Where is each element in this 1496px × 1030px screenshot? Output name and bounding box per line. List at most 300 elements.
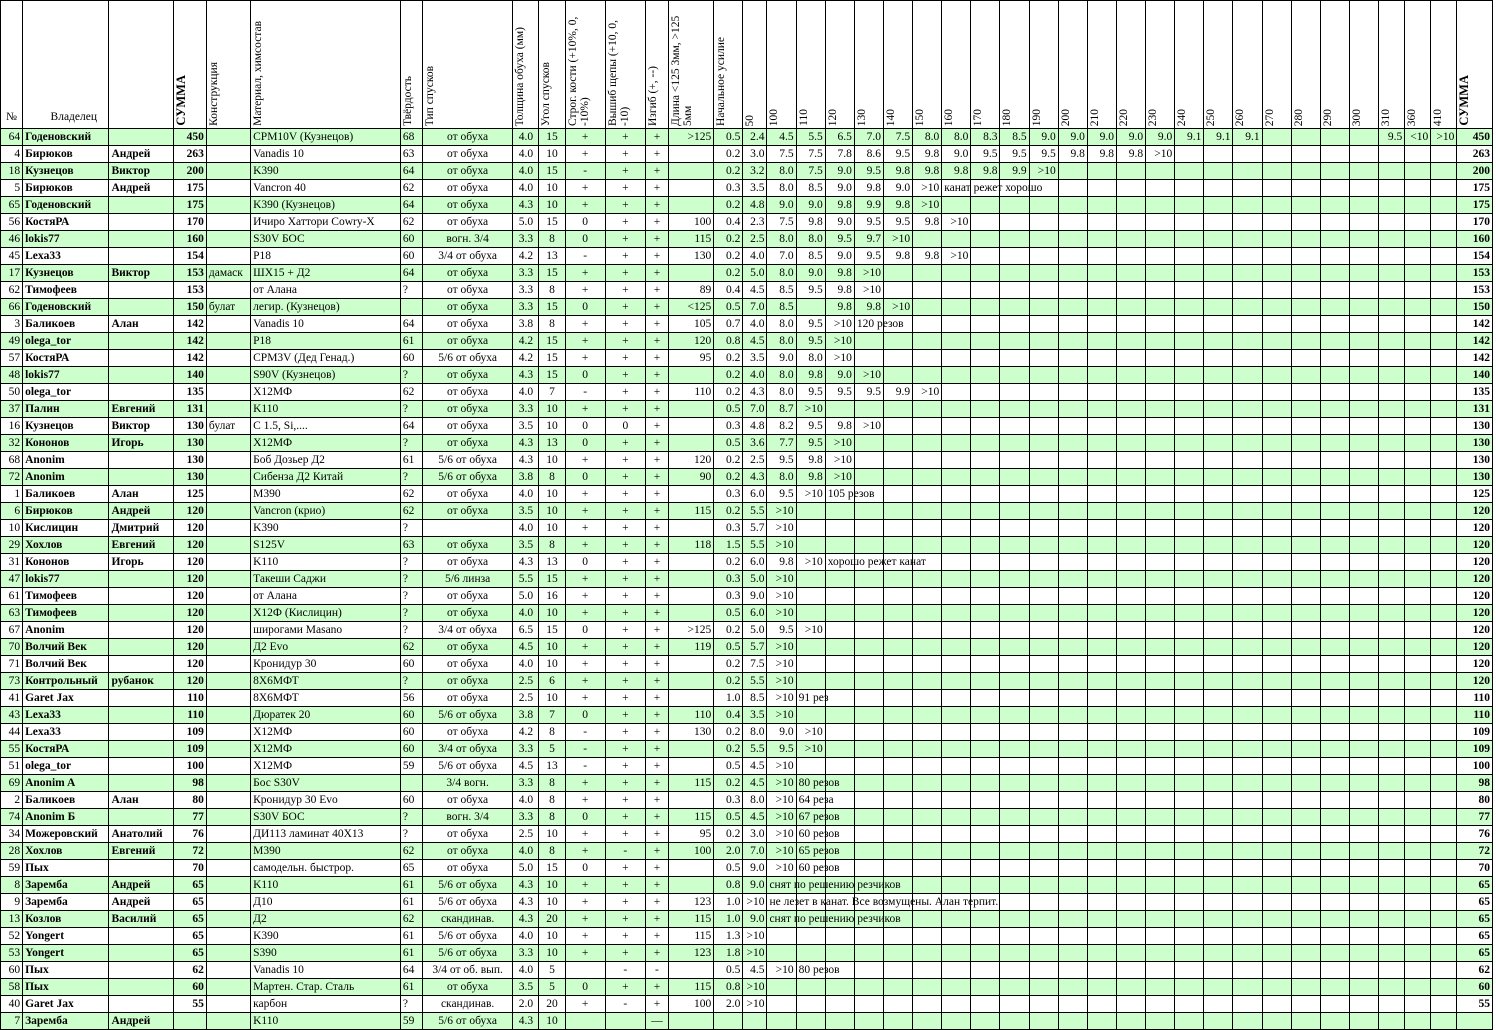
cell-bend: + bbox=[645, 469, 668, 486]
cell-empty bbox=[942, 197, 971, 214]
cell-empty bbox=[854, 435, 883, 452]
cell-empty bbox=[1291, 809, 1320, 826]
cell-angle: 8 bbox=[539, 316, 565, 333]
note-text: 105 резов bbox=[827, 488, 875, 500]
cell-hardness: 61 bbox=[400, 452, 422, 469]
cell-score: 9.5 bbox=[767, 452, 796, 469]
cell-force: 1.0 bbox=[714, 690, 743, 707]
cell-first bbox=[109, 333, 173, 350]
cell-empty bbox=[1087, 928, 1116, 945]
cell-score: 8.0 bbox=[913, 129, 942, 146]
cell-score: 7.0 bbox=[743, 299, 767, 316]
cell-empty bbox=[1320, 384, 1349, 401]
cell-length bbox=[669, 877, 714, 894]
cell-sum: 72 bbox=[173, 843, 206, 860]
cell-empty bbox=[1116, 418, 1145, 435]
cell-empty bbox=[883, 622, 912, 639]
cell-score: >10 bbox=[825, 435, 854, 452]
cell-score: 9.5 bbox=[825, 384, 854, 401]
cell-no: 64 bbox=[1, 129, 23, 146]
cell-empty bbox=[1175, 231, 1204, 248]
cell-empty bbox=[1262, 809, 1291, 826]
cell-empty bbox=[1379, 877, 1405, 894]
cell-owner: Бирюков bbox=[23, 180, 109, 197]
cell-empty bbox=[1175, 911, 1204, 928]
table-row bbox=[1, 231, 1493, 248]
cell-thickness: 4.0 bbox=[513, 962, 539, 979]
cell-empty bbox=[854, 707, 883, 724]
cell-empty bbox=[854, 724, 883, 741]
cell-empty bbox=[1000, 316, 1029, 333]
cell-thickness: 4.0 bbox=[513, 843, 539, 860]
cell-empty bbox=[1029, 282, 1058, 299]
cell-score: 4.5 bbox=[743, 962, 767, 979]
cell-first bbox=[109, 197, 173, 214]
cell-thickness: 2.0 bbox=[513, 996, 539, 1013]
cell-empty bbox=[1262, 758, 1291, 775]
cell-force: 0.5 bbox=[714, 758, 743, 775]
cell-no: 47 bbox=[1, 571, 23, 588]
cell-note bbox=[796, 775, 840, 792]
cell-empty bbox=[1116, 792, 1145, 809]
cell-sum bbox=[173, 1013, 206, 1030]
cell-empty bbox=[1320, 350, 1349, 367]
cell-empty bbox=[1058, 214, 1087, 231]
cell-empty bbox=[1349, 333, 1378, 350]
cell-material: С 1.5, Si,.... bbox=[251, 418, 401, 435]
column-header bbox=[1431, 1, 1457, 129]
cell-empty bbox=[1291, 707, 1320, 724]
cell-sum: 62 bbox=[173, 962, 206, 979]
cell-empty bbox=[1204, 588, 1233, 605]
cell-material: K110 bbox=[251, 401, 401, 418]
cell-force: 0.5 bbox=[714, 962, 743, 979]
cell-score: 9.8 bbox=[825, 418, 854, 435]
cell-empty bbox=[1204, 299, 1233, 316]
cell-chip: + bbox=[605, 894, 645, 911]
cell-score: 2.4 bbox=[743, 129, 767, 146]
cell-length: 95 bbox=[669, 350, 714, 367]
cell-sum: 120 bbox=[173, 622, 206, 639]
cell-empty bbox=[1116, 520, 1145, 537]
cell-empty bbox=[854, 469, 883, 486]
cell-empty bbox=[825, 673, 854, 690]
cell-empty bbox=[1233, 163, 1262, 180]
cell-construction bbox=[206, 894, 250, 911]
cell-length: 100 bbox=[669, 843, 714, 860]
cell-score: >10 bbox=[796, 554, 825, 571]
cell-score: 9.0 bbox=[767, 724, 796, 741]
cell-empty bbox=[971, 350, 1000, 367]
cell-score: 9.8 bbox=[883, 197, 912, 214]
cell-no: 68 bbox=[1, 452, 23, 469]
cell-empty bbox=[1000, 367, 1029, 384]
cell-empty bbox=[1233, 707, 1262, 724]
cell-empty bbox=[1116, 673, 1145, 690]
cell-construction bbox=[206, 537, 250, 554]
cell-empty bbox=[1175, 792, 1204, 809]
column-header bbox=[1146, 1, 1175, 129]
cell-score: 8.0 bbox=[767, 231, 796, 248]
cell-thickness: 4.0 bbox=[513, 384, 539, 401]
cell-score: 9.8 bbox=[796, 469, 825, 486]
cell-type: от обуха bbox=[422, 486, 512, 503]
cell-empty bbox=[1029, 792, 1058, 809]
note-text: снят по решению резчиков bbox=[769, 913, 901, 925]
cell-bone: + bbox=[565, 656, 605, 673]
cell-empty bbox=[1320, 163, 1349, 180]
cell-material: Дюратек 20 bbox=[251, 707, 401, 724]
cell-empty bbox=[1431, 809, 1457, 826]
cell-empty bbox=[1029, 656, 1058, 673]
cell-empty bbox=[1204, 741, 1233, 758]
cell-bone: + bbox=[565, 146, 605, 163]
cell-empty bbox=[971, 809, 1000, 826]
cell-empty bbox=[1087, 435, 1116, 452]
cell-empty bbox=[883, 350, 912, 367]
cell-no: 62 bbox=[1, 282, 23, 299]
cell-empty bbox=[1233, 214, 1262, 231]
cell-empty bbox=[1320, 418, 1349, 435]
cell-empty bbox=[1349, 860, 1378, 877]
cell-chip: + bbox=[605, 775, 645, 792]
cell-empty bbox=[1204, 622, 1233, 639]
cell-empty bbox=[1405, 775, 1431, 792]
cell-empty bbox=[854, 843, 883, 860]
cell-thickness: 5.0 bbox=[513, 588, 539, 605]
cell-sum: 120 bbox=[173, 673, 206, 690]
cell-empty bbox=[1291, 163, 1320, 180]
cell-empty bbox=[913, 231, 942, 248]
cell-angle: 10 bbox=[539, 452, 565, 469]
cell-score: >10 bbox=[825, 333, 854, 350]
cell-length: 130 bbox=[669, 724, 714, 741]
cell-empty bbox=[971, 197, 1000, 214]
cell-length bbox=[669, 197, 714, 214]
cell-score: 9.8 bbox=[767, 554, 796, 571]
cell-empty bbox=[1431, 367, 1457, 384]
cell-empty bbox=[883, 401, 912, 418]
cell-sum: 263 bbox=[173, 146, 206, 163]
cell-score: <10 bbox=[1405, 129, 1431, 146]
cell-empty bbox=[1204, 758, 1233, 775]
column-header bbox=[1405, 1, 1431, 129]
cell-empty bbox=[942, 622, 971, 639]
cell-material: Кронидур 30 bbox=[251, 656, 401, 673]
cell-empty bbox=[1233, 231, 1262, 248]
column-header bbox=[1, 1, 23, 129]
cell-length: 105 bbox=[669, 316, 714, 333]
cell-score: >10 bbox=[767, 707, 796, 724]
cell-force: 0.5 bbox=[714, 860, 743, 877]
cell-empty bbox=[1087, 554, 1116, 571]
column-header-label: 290 bbox=[1321, 108, 1334, 126]
cell-sum: 65 bbox=[173, 911, 206, 928]
cell-empty bbox=[1349, 809, 1378, 826]
cell-empty bbox=[1146, 843, 1175, 860]
cell-empty bbox=[883, 690, 912, 707]
cell-empty bbox=[1431, 639, 1457, 656]
table-row bbox=[1, 1013, 1493, 1030]
cell-empty bbox=[1349, 656, 1378, 673]
cell-no: 50 bbox=[1, 384, 23, 401]
cell-note bbox=[796, 792, 834, 809]
cell-first: Игорь bbox=[109, 554, 173, 571]
cell-total: 154 bbox=[1457, 248, 1493, 265]
cell-total: 170 bbox=[1457, 214, 1493, 231]
cell-empty bbox=[942, 571, 971, 588]
cell-empty bbox=[854, 792, 883, 809]
cell-empty bbox=[1116, 775, 1145, 792]
cell-empty bbox=[913, 265, 942, 282]
cell-empty bbox=[1262, 911, 1291, 928]
cell-empty bbox=[1291, 622, 1320, 639]
cell-chip: + bbox=[605, 231, 645, 248]
cell-empty bbox=[1116, 197, 1145, 214]
cell-angle: 5 bbox=[539, 962, 565, 979]
cell-empty bbox=[1058, 180, 1087, 197]
cell-bone: 0 bbox=[565, 299, 605, 316]
cell-owner: Волчий Век bbox=[23, 656, 109, 673]
cell-score: 8.5 bbox=[796, 180, 825, 197]
cell-empty bbox=[1349, 707, 1378, 724]
cell-empty bbox=[1087, 571, 1116, 588]
cell-empty bbox=[1262, 962, 1291, 979]
cell-force: 0.5 bbox=[714, 605, 743, 622]
cell-empty bbox=[1379, 367, 1405, 384]
cell-angle: 10 bbox=[539, 520, 565, 537]
cell-length bbox=[669, 962, 714, 979]
cell-empty bbox=[1146, 741, 1175, 758]
cell-material: Х12МФ bbox=[251, 741, 401, 758]
cell-empty bbox=[971, 1013, 1000, 1030]
cell-score bbox=[1320, 129, 1349, 146]
cell-sum: 154 bbox=[173, 248, 206, 265]
cell-empty bbox=[1029, 367, 1058, 384]
cell-type: от обуха bbox=[422, 367, 512, 384]
cell-construction bbox=[206, 316, 250, 333]
cell-empty bbox=[1431, 928, 1457, 945]
cell-sum: 80 bbox=[173, 792, 206, 809]
cell-no: 56 bbox=[1, 214, 23, 231]
cell-bend: + bbox=[645, 282, 668, 299]
cell-empty bbox=[1262, 350, 1291, 367]
cell-empty bbox=[1175, 452, 1204, 469]
cell-owner: Lexa33 bbox=[23, 707, 109, 724]
cell-thickness: 2.5 bbox=[513, 673, 539, 690]
cell-score: 8.0 bbox=[942, 129, 971, 146]
cell-type: от обуха bbox=[422, 146, 512, 163]
cell-empty bbox=[767, 928, 796, 945]
cell-length bbox=[669, 605, 714, 622]
cell-empty bbox=[1204, 384, 1233, 401]
cell-empty bbox=[1233, 911, 1262, 928]
cell-score: 9.0 bbox=[1087, 129, 1116, 146]
cell-score: 9.0 bbox=[796, 197, 825, 214]
cell-bone: + bbox=[565, 452, 605, 469]
cell-empty bbox=[1233, 401, 1262, 418]
cell-empty bbox=[942, 231, 971, 248]
cell-empty bbox=[1405, 384, 1431, 401]
cell-score: >10 bbox=[743, 928, 767, 945]
cell-empty bbox=[1320, 639, 1349, 656]
cell-bone: + bbox=[565, 588, 605, 605]
cell-empty bbox=[1431, 826, 1457, 843]
cell-empty bbox=[1405, 537, 1431, 554]
cell-hardness: 62 bbox=[400, 503, 422, 520]
cell-score: 4.8 bbox=[743, 197, 767, 214]
cell-empty bbox=[1029, 979, 1058, 996]
cell-empty bbox=[1349, 826, 1378, 843]
cell-empty bbox=[1029, 469, 1058, 486]
cell-empty bbox=[1320, 673, 1349, 690]
cell-bend: + bbox=[645, 605, 668, 622]
cell-bone: + bbox=[565, 605, 605, 622]
cell-construction bbox=[206, 673, 250, 690]
cell-empty bbox=[1405, 214, 1431, 231]
cell-first: Виктор bbox=[109, 265, 173, 282]
cell-length bbox=[669, 656, 714, 673]
cell-empty bbox=[1116, 979, 1145, 996]
cell-angle: 8 bbox=[539, 792, 565, 809]
cell-empty bbox=[796, 928, 825, 945]
cell-force: 1.3 bbox=[714, 928, 743, 945]
cell-score: >10 bbox=[1029, 163, 1058, 180]
cell-bend: + bbox=[645, 809, 668, 826]
cell-empty bbox=[883, 486, 912, 503]
cell-no: 53 bbox=[1, 945, 23, 962]
cell-empty bbox=[1204, 690, 1233, 707]
cell-empty bbox=[1262, 282, 1291, 299]
cell-thickness: 4.0 bbox=[513, 146, 539, 163]
cell-empty bbox=[1431, 265, 1457, 282]
cell-force: 0.2 bbox=[714, 775, 743, 792]
cell-score: 7.0 bbox=[743, 401, 767, 418]
cell-empty bbox=[1146, 775, 1175, 792]
column-header-label: 110 bbox=[797, 109, 810, 126]
table-row bbox=[1, 673, 1493, 690]
cell-empty bbox=[1175, 265, 1204, 282]
cell-hardness: 62 bbox=[400, 486, 422, 503]
cell-empty bbox=[971, 792, 1000, 809]
cell-empty bbox=[1175, 180, 1204, 197]
cell-score: 9.0 bbox=[883, 180, 912, 197]
cell-construction bbox=[206, 520, 250, 537]
column-header-label: Толщина обуха (мм) bbox=[514, 26, 527, 126]
column-header-label: 100 bbox=[768, 108, 781, 126]
cell-bend: + bbox=[645, 486, 668, 503]
cell-force: 0.4 bbox=[714, 282, 743, 299]
cell-bone: - bbox=[565, 248, 605, 265]
cell-chip: + bbox=[605, 452, 645, 469]
cell-empty bbox=[971, 469, 1000, 486]
cell-empty bbox=[1116, 401, 1145, 418]
cell-score: 9.0 bbox=[743, 911, 767, 928]
cell-angle: 5 bbox=[539, 741, 565, 758]
cell-empty bbox=[825, 945, 854, 962]
cell-empty bbox=[942, 741, 971, 758]
cell-empty bbox=[1379, 537, 1405, 554]
cell-empty bbox=[1405, 452, 1431, 469]
cell-empty bbox=[1146, 860, 1175, 877]
cell-chip: - bbox=[605, 962, 645, 979]
cell-bone: + bbox=[565, 503, 605, 520]
cell-empty bbox=[942, 350, 971, 367]
cell-angle: 15 bbox=[539, 299, 565, 316]
cell-total: 60 bbox=[1457, 979, 1493, 996]
cell-length: 95 bbox=[669, 826, 714, 843]
cell-empty bbox=[1291, 673, 1320, 690]
cell-hardness: ? bbox=[400, 996, 422, 1013]
cell-thickness: 4.3 bbox=[513, 1013, 539, 1030]
cell-empty bbox=[1087, 350, 1116, 367]
cell-empty bbox=[825, 605, 854, 622]
cell-empty bbox=[1262, 588, 1291, 605]
column-header-label: 50 bbox=[744, 114, 757, 126]
cell-empty bbox=[1405, 588, 1431, 605]
cell-empty bbox=[1320, 316, 1349, 333]
cell-empty bbox=[796, 996, 825, 1013]
column-header-label: Материал, химсостав bbox=[252, 21, 265, 126]
cell-empty bbox=[1233, 503, 1262, 520]
cell-empty bbox=[1431, 248, 1457, 265]
column-header-label: 300 bbox=[1350, 108, 1363, 126]
cell-hardness: ? bbox=[400, 282, 422, 299]
column-header-label: Конструкция bbox=[207, 62, 220, 126]
cell-empty bbox=[1058, 996, 1087, 1013]
cell-type: вогн. 3/4 bbox=[422, 809, 512, 826]
cell-empty bbox=[1262, 180, 1291, 197]
cell-bone: + bbox=[565, 639, 605, 656]
cell-empty bbox=[1291, 1013, 1320, 1030]
cell-material: Бос S30V bbox=[251, 775, 401, 792]
cell-empty bbox=[1058, 605, 1087, 622]
cell-bend: + bbox=[645, 248, 668, 265]
cell-empty bbox=[1431, 605, 1457, 622]
cell-empty bbox=[1116, 707, 1145, 724]
cell-construction bbox=[206, 401, 250, 418]
cell-empty bbox=[1349, 452, 1378, 469]
cell-thickness: 3.3 bbox=[513, 741, 539, 758]
cell-empty bbox=[796, 520, 825, 537]
cell-empty bbox=[1058, 656, 1087, 673]
cell-score: 9.9 bbox=[883, 384, 912, 401]
cell-empty bbox=[1058, 503, 1087, 520]
cell-chip: + bbox=[605, 180, 645, 197]
cell-material: P18 bbox=[251, 333, 401, 350]
cell-hardness: ? bbox=[400, 588, 422, 605]
cell-score: 9.0 bbox=[1058, 129, 1087, 146]
cell-empty bbox=[1262, 248, 1291, 265]
cell-score: 9.8 bbox=[1058, 146, 1087, 163]
cell-force: 0.3 bbox=[714, 486, 743, 503]
cell-empty bbox=[1204, 350, 1233, 367]
cell-angle: 20 bbox=[539, 911, 565, 928]
cell-force: 0.2 bbox=[714, 469, 743, 486]
cell-sum: 130 bbox=[173, 435, 206, 452]
cell-no: 49 bbox=[1, 333, 23, 350]
cell-empty bbox=[1349, 401, 1378, 418]
cell-owner: Anonim A bbox=[23, 775, 109, 792]
cell-total: 65 bbox=[1457, 928, 1493, 945]
cell-no: 16 bbox=[1, 418, 23, 435]
cell-empty bbox=[1146, 231, 1175, 248]
table-row bbox=[1, 384, 1493, 401]
column-header bbox=[743, 1, 767, 129]
cell-empty bbox=[1058, 758, 1087, 775]
cell-total: 65 bbox=[1457, 911, 1493, 928]
cell-empty bbox=[1405, 877, 1431, 894]
